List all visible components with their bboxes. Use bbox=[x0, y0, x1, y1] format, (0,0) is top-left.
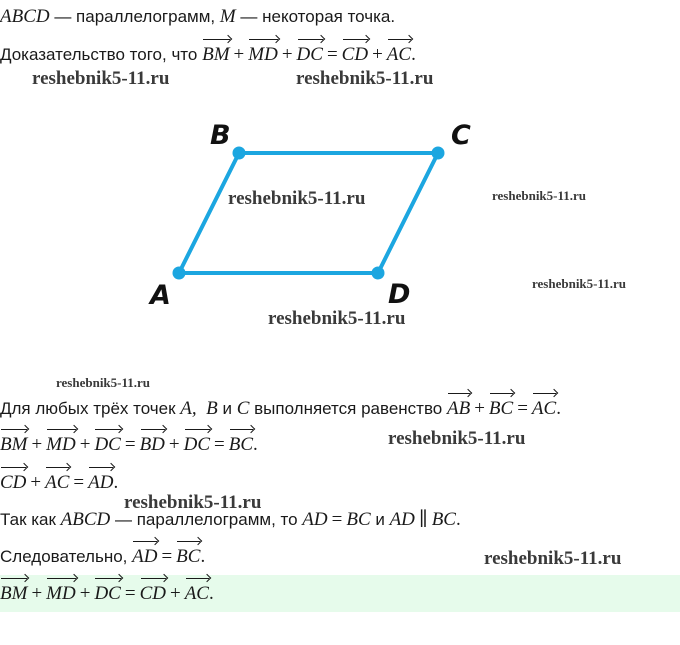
equals-sign: = bbox=[331, 509, 343, 530]
vector-bc: BC bbox=[176, 546, 201, 567]
equals-sign: = bbox=[124, 583, 136, 604]
watermark: reshebnik5-11.ru bbox=[484, 548, 622, 569]
vector-ac: AC bbox=[386, 44, 412, 65]
text-any-three-points: Для любых трёх точек bbox=[0, 399, 181, 418]
math-ad: AD bbox=[302, 509, 328, 530]
equals-sign: = bbox=[73, 472, 85, 493]
period: . bbox=[208, 583, 214, 604]
parallelogram-shape bbox=[179, 153, 438, 273]
period: . bbox=[200, 546, 206, 567]
plus-sign: + bbox=[30, 472, 42, 493]
vector-ac: AC bbox=[45, 472, 70, 493]
equation-line-5 bbox=[0, 471, 118, 495]
vector-md: MD bbox=[248, 44, 278, 65]
vector-ac: AC bbox=[531, 398, 557, 419]
equals-sign: = bbox=[517, 398, 528, 419]
text-proof-intro: Доказательство того, что bbox=[0, 45, 203, 64]
equals-sign: = bbox=[124, 434, 136, 455]
text-since: Так как bbox=[0, 510, 61, 529]
text-parallelogram-then: — параллелограмм, то bbox=[110, 510, 303, 529]
vertex-b-label: B bbox=[210, 120, 231, 151]
math-m: M bbox=[219, 6, 236, 27]
vertex-a-label: A bbox=[150, 280, 171, 311]
math-a: A bbox=[180, 398, 192, 419]
watermark: reshebnik5-11.ru bbox=[124, 492, 262, 513]
vector-dc: DC bbox=[296, 44, 323, 65]
plus-sign: + bbox=[372, 44, 383, 65]
plus-sign: + bbox=[79, 583, 91, 604]
statement-line-7 bbox=[0, 545, 205, 569]
watermark: reshebnik5-11.ru bbox=[388, 428, 526, 449]
vector-bm: BM bbox=[0, 434, 28, 455]
vector-ac: AC bbox=[184, 583, 209, 604]
math-ad: AD bbox=[389, 509, 415, 530]
vector-ad: AD bbox=[88, 472, 114, 493]
vector-cd: CD bbox=[0, 472, 27, 493]
period: . bbox=[411, 44, 416, 65]
vertex-a-point bbox=[173, 267, 186, 280]
text-equality-holds: выполняется равенство bbox=[249, 399, 447, 418]
statement-line-3: Для любых трёх точек A, B и C выполняется равенство AB + BC = AC. bbox=[0, 398, 561, 419]
plus-sign: + bbox=[168, 434, 180, 455]
watermark: reshebnik5-11.ru bbox=[532, 276, 627, 291]
vector-cd: CD bbox=[139, 583, 166, 604]
equals-sign: = bbox=[326, 44, 338, 65]
vector-bm: BM bbox=[0, 583, 28, 604]
watermark: reshebnik5-11.ru bbox=[32, 68, 170, 89]
math-b: B bbox=[206, 398, 218, 419]
vector-bc: BC bbox=[488, 398, 514, 419]
math-abcd: ABCD bbox=[60, 509, 111, 530]
math-abcd: ABCD bbox=[0, 6, 50, 27]
vector-dc: DC bbox=[94, 583, 121, 604]
watermark: reshebnik5-11.ru bbox=[228, 188, 366, 209]
period: . bbox=[253, 434, 258, 455]
vector-cd: CD bbox=[341, 44, 369, 65]
period: . bbox=[113, 472, 119, 493]
vector-dc: DC bbox=[183, 434, 211, 455]
text-and: и bbox=[370, 510, 390, 529]
vector-md: MD bbox=[46, 583, 76, 604]
text-therefore: Следовательно, bbox=[0, 547, 133, 566]
vector-md: MD bbox=[46, 434, 76, 455]
plus-sign: + bbox=[233, 44, 245, 65]
vertex-d-label: D bbox=[388, 279, 411, 310]
equals-sign: = bbox=[161, 546, 173, 567]
vector-ad: AD bbox=[132, 546, 158, 567]
vertex-c-label: C bbox=[451, 120, 471, 151]
plus-sign: + bbox=[474, 398, 485, 419]
vertex-d-point bbox=[372, 267, 385, 280]
parallel-sign: ∥ bbox=[418, 509, 428, 530]
plus-sign: + bbox=[79, 434, 91, 455]
vector-bc: BC bbox=[228, 434, 254, 455]
watermark: reshebnik5-11.ru bbox=[268, 308, 406, 329]
vector-bm: BM bbox=[202, 44, 230, 65]
vertex-c-point bbox=[432, 147, 445, 160]
plus-sign: + bbox=[31, 434, 43, 455]
math-bc: BC bbox=[431, 509, 456, 530]
watermark: reshebnik5-11.ru bbox=[56, 375, 151, 390]
watermark: reshebnik5-11.ru bbox=[296, 68, 434, 89]
period: . bbox=[556, 398, 561, 419]
conclusion-line bbox=[0, 582, 214, 606]
vector-dc: DC bbox=[94, 434, 121, 455]
plus-sign: + bbox=[281, 44, 293, 65]
text-and: и bbox=[217, 399, 237, 418]
period: . bbox=[455, 509, 461, 530]
plus-sign: + bbox=[169, 583, 181, 604]
vertex-b-point bbox=[233, 147, 246, 160]
equation-line-4 bbox=[0, 433, 258, 457]
equals-sign: = bbox=[214, 434, 225, 455]
text-some-point: — некоторая точка. bbox=[235, 7, 396, 26]
watermark: reshebnik5-11.ru bbox=[492, 188, 587, 203]
plus-sign: + bbox=[31, 583, 43, 604]
math-c: C bbox=[236, 398, 250, 419]
vector-ab: AB bbox=[446, 398, 471, 419]
text-parallelogram: — параллелограмм, bbox=[49, 7, 220, 26]
math-bc: BC bbox=[346, 509, 371, 530]
vector-bd: BD bbox=[139, 434, 165, 455]
